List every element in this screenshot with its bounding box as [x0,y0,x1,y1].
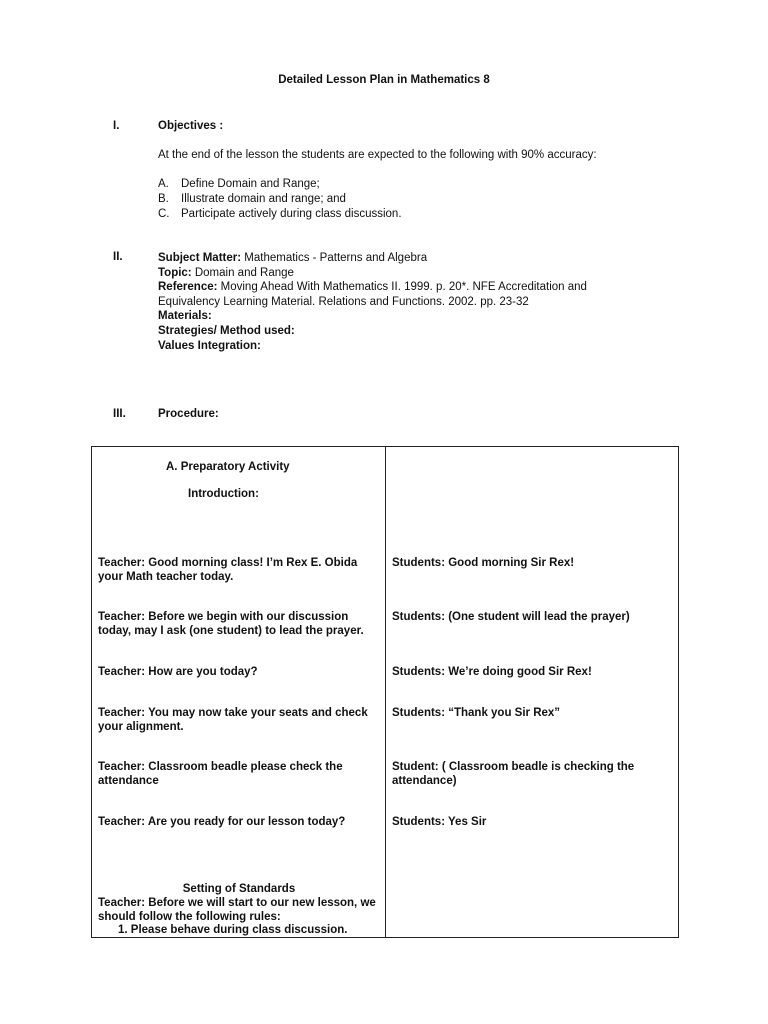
strategies-label: Strategies/ Method used: [158,324,295,337]
reference-line: Reference: Moving Ahead With Mathematics II. 1999. p. 20*. NFE Accreditation and [158,281,587,294]
student-line: Student: ( Classroom beadle is checking the attendance) [392,761,635,787]
teacher-line: Teacher: Good morning class! I’m Rex E. Obida your Math teacher today. [98,557,358,583]
objective-item: A. Define Domain and Range; [158,178,320,190]
objective-item: B. Illustrate domain and range; and [158,193,346,205]
teacher-line: Teacher: Are you ready for our lesson today? [98,816,346,828]
standards-teacher-line: Teacher: Before we will start to our new lesson, we should follow the following rules: [98,897,376,923]
student-line: Students: (One student will lead the prayer) [392,611,630,623]
procedure-table [91,446,679,938]
students-column [386,447,679,938]
document-title: Detailed Lesson Plan in Mathematics 8 [278,74,490,86]
section-number-objectives: I. [113,120,120,132]
objectives-list [158,177,402,222]
materials-label: Materials: [158,310,212,323]
student-line: Students: Good morning Sir Rex! [392,557,575,569]
teacher-line: Teacher: You may now take your seats and check your alignment. [98,707,368,733]
section-number-subject-matter: II. [113,251,123,263]
values-integration-label: Values Integration: [158,339,261,352]
introduction-heading: Introduction: [188,488,259,500]
procedure-heading: Procedure: [158,408,219,420]
student-line: Students: We’re doing good Sir Rex! [392,666,592,678]
teacher-line: Teacher: Classroom beadle please check the attendance [98,761,343,787]
reference-line-2: Equivalency Learning Material. Relations and Functions. 2002. pp. 23-32 [158,295,529,308]
teacher-line: Teacher: Before we begin with our discussion today, may I ask (one student) to lead the prayer. [98,611,364,637]
objectives-heading: Objectives : [158,120,224,132]
teacher-line: Teacher: How are you today? [98,666,258,678]
setting-of-standards-heading: Setting of Standards [182,883,296,895]
subject-matter-block [158,251,658,353]
section-number-procedure: III. [113,408,126,420]
objective-item: C. Participate actively during class discussion. [158,208,402,220]
subject-line: Subject Matter: Mathematics - Patterns and Algebra [158,252,428,264]
rule-item: 1. Please behave during class discussion. [118,924,348,936]
preparatory-activity-heading: A. Preparatory Activity [166,461,290,473]
teacher-column [92,447,386,938]
student-line: Students: “Thank you Sir Rex” [392,707,561,719]
student-line: Students: Yes Sir [392,816,487,828]
objectives-intro: At the end of the lesson the students are expected to the following with 90% accuracy: [158,149,597,161]
topic-line: Topic: Domain and Range [158,266,294,279]
